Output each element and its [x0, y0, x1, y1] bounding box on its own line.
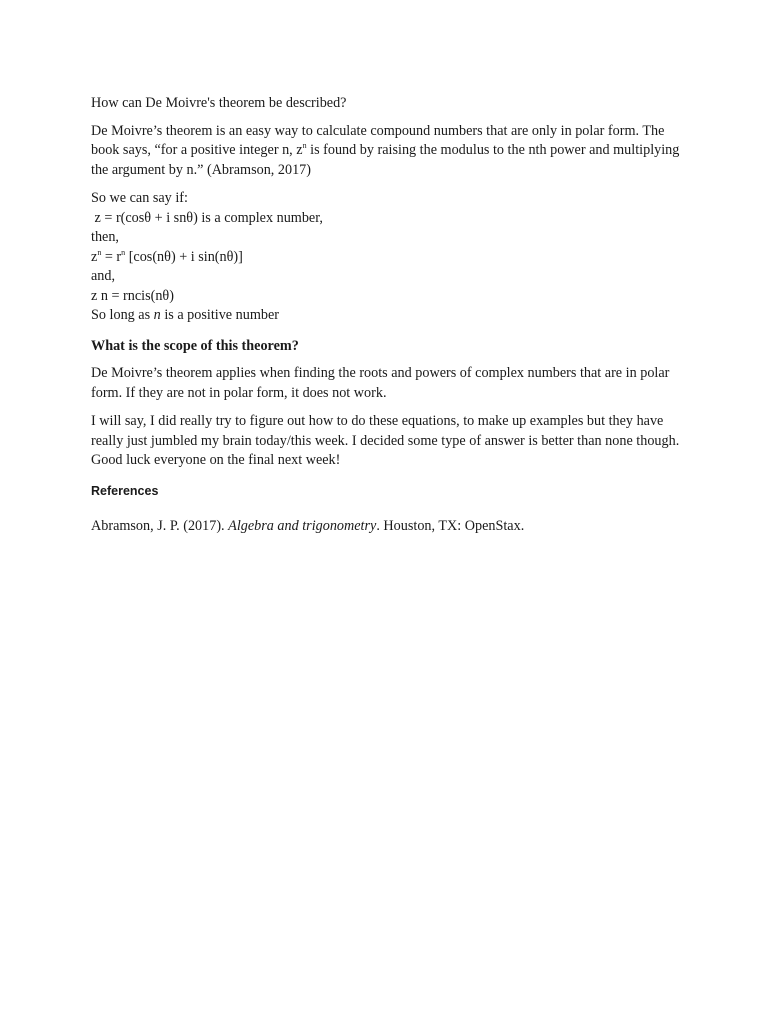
- formula-then: then,: [91, 229, 119, 245]
- reference-title: Algebra and trigonometry: [228, 518, 377, 534]
- formula-condition: [91, 306, 691, 326]
- formula-line-1: z = r(cosθ + i snθ) is a complex number,: [91, 209, 323, 226]
- formula-rest: [cos(nθ) + i sin(nθ)]: [125, 248, 243, 265]
- closing-paragraph: I will say, I did really try to figure out how to do these equations, to make up examples but they have really just jumbled my brain today/this week. I decided some type of answer is better than none though. Good luck everyone on the final next week!: [91, 413, 680, 468]
- formula-block: [91, 189, 691, 326]
- condition-text: So long as: [91, 307, 154, 323]
- formula-line-2: [91, 248, 691, 268]
- condition-text: is a positive number: [160, 307, 279, 323]
- condition-variable: n: [153, 307, 161, 323]
- question-heading: How can De Moivre's theorem be described?: [91, 95, 347, 111]
- formula-and: and,: [91, 268, 116, 284]
- superscript: n: [121, 247, 126, 257]
- formula-eq: = r: [101, 248, 122, 265]
- formula-line-3: z n = rncis(nθ): [91, 287, 174, 304]
- superscript: n: [302, 141, 307, 150]
- scope-paragraph: De Moivre’s theorem applies when finding the roots and powers of complex numbers that are in polar form. If they are not in polar form, it does not work.: [91, 365, 670, 401]
- paragraph-text: is found by raising the modulus to the nth power and multiplying the argument by n.” (Abramson, 2017): [91, 142, 680, 178]
- paragraph-text: De Moivre’s theorem is an easy way to calculate compound numbers that are only in polar form. The book says, “for a positive integer n, z: [91, 122, 665, 158]
- intro-paragraph: [91, 122, 691, 181]
- formula-intro: So we can say if:: [91, 190, 188, 206]
- reference-author: Abramson, J. P. (2017).: [91, 518, 229, 534]
- scope-heading: What is the scope of this theorem?: [91, 337, 299, 354]
- document-body: [91, 94, 691, 537]
- reference-entry: [91, 517, 691, 537]
- references-heading: References: [91, 483, 159, 498]
- reference-publisher: . Houston, TX: OpenStax.: [376, 518, 525, 534]
- formula-z: z: [91, 248, 98, 265]
- superscript: n: [97, 247, 102, 257]
